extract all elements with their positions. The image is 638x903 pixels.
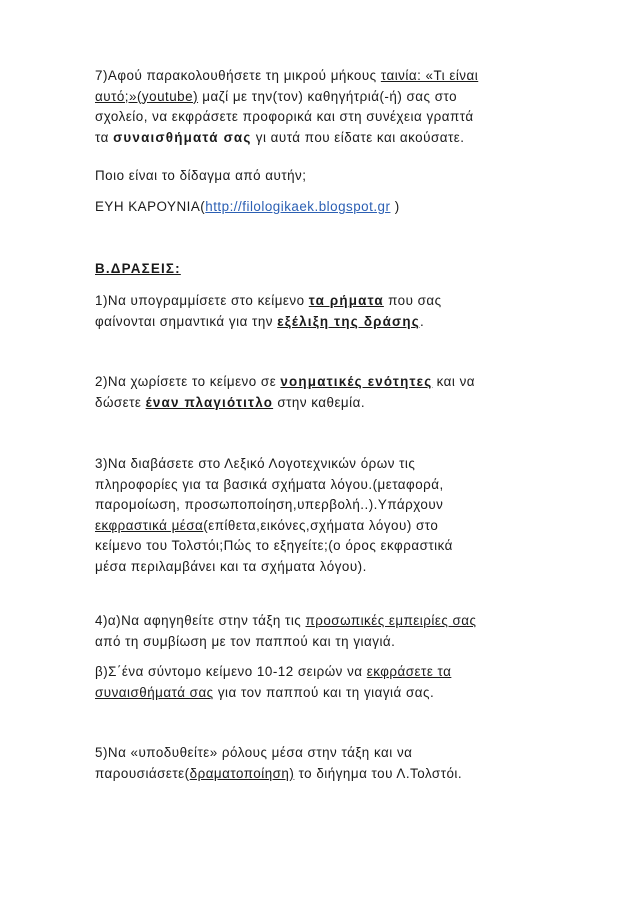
q7-text: γι αυτά που είδατε και ακούσατε. xyxy=(251,129,465,145)
q4-emphasis: συναισθήματά σας xyxy=(95,684,214,700)
q4-text: για τον παππού και τη γιαγιά σας. xyxy=(213,684,435,700)
moral-question: Ποιο είναι το δίδαγμα από αυτήν; xyxy=(95,168,307,183)
q7-film-title: ταινία: «Τι είναι xyxy=(380,68,479,83)
question-4 xyxy=(95,611,555,703)
q1-line-2 xyxy=(95,312,555,333)
q5-text: το διήγημα του Λ.Τολστόι. xyxy=(294,765,463,781)
q2-line-1 xyxy=(95,372,555,393)
q4b-line-1 xyxy=(95,662,555,683)
q4-text: β)Σ΄ένα σύντομο κείμενο 10-12 σειρών να xyxy=(95,664,367,679)
q7-text: τα xyxy=(95,129,114,145)
question-3 xyxy=(95,454,555,577)
question-2 xyxy=(95,372,555,413)
q1-line-1 xyxy=(95,291,555,312)
q3-line-1: 3)Να διαβάσετε στο Λεξικό Λογοτεχνικών όρων τις xyxy=(95,456,416,471)
author-close: ) xyxy=(390,199,400,214)
q3-line-3: παρομοίωση, προσωποποίηση,υπερβολή..).Υπάρχουν xyxy=(95,497,444,512)
q3-emphasis: εκφραστικά μέσα xyxy=(95,517,204,533)
q7-text: μαζί με την(τον) καθηγήτριά(-ή) σας στο xyxy=(198,88,458,104)
q7-line-2 xyxy=(95,87,555,108)
q3-line-2: πληροφορίες για τα βασικά σχήματα λόγου.(μεταφορά, xyxy=(95,476,444,492)
q7-line-3: σχολείο, να εκφράσετε προφορικά και στη συνέχεια γραπτά xyxy=(95,109,474,124)
q1-emphasis: εξέλιξη της δράσης xyxy=(277,313,420,329)
q7-line-1 xyxy=(95,66,555,87)
q1-text: . xyxy=(419,313,425,329)
section-heading: Β.ΔΡΑΣΕΙΣ: xyxy=(95,261,181,276)
q2-text: δώσετε xyxy=(95,394,146,410)
q2-emphasis: έναν πλαγιότιτλο xyxy=(145,394,274,410)
q1-text: φαίνονται σημαντικά για την xyxy=(95,313,278,329)
q2-emphasis: νοηματικές ενότητες xyxy=(280,374,433,389)
q1-emphasis: τα ρήματα xyxy=(308,293,384,308)
section-b-title xyxy=(95,259,555,280)
q2-text: και να xyxy=(432,374,476,389)
q4b-line-2 xyxy=(95,683,555,704)
q5-text: παρουσιάσετε( xyxy=(95,765,190,781)
blog-link[interactable]: http://filologikaek.blogspot.gr xyxy=(205,199,391,214)
q7-emphasis: συναισθήματά σας xyxy=(113,129,252,145)
question-1 xyxy=(95,291,555,332)
q3-line-4 xyxy=(95,516,555,537)
q2-line-2 xyxy=(95,393,555,414)
author-line xyxy=(95,197,555,218)
q4-emphasis: εκφράσετε τα xyxy=(366,664,452,679)
question-5 xyxy=(95,743,555,784)
q2-text: 2)Να χωρίσετε το κείμενο σε xyxy=(95,374,281,389)
q7-youtube-ref: αυτό;»(youtube) xyxy=(95,88,199,104)
q2-text: στην καθεμία. xyxy=(273,394,366,410)
q5-line-2 xyxy=(95,764,555,785)
q3-line-6: μέσα περιλαμβάνει και τα σχήματα λόγου). xyxy=(95,558,367,574)
q7-text: 7)Αφού παρακολουθήσετε τη μικρού μήκους xyxy=(95,68,381,83)
q5-emphasis: δραματοποίηση) xyxy=(189,765,295,781)
q3-text: (επίθετα,εικόνες,σχήματα λόγου) στο xyxy=(203,517,439,533)
q5-line-1: 5)Να «υποδυθείτε» ρόλους μέσα στην τάξη και να xyxy=(95,745,413,760)
q1-text: που σας xyxy=(383,293,442,308)
q7-line-4 xyxy=(95,128,555,149)
q4-text: 4)α)Να αφηγηθείτε στην τάξη τις xyxy=(95,613,306,628)
q3-line-5: κείμενο του Τολστόι;Πώς το εξηγείτε;(ο όρος εκφραστικά xyxy=(95,538,453,553)
q4-emphasis: προσωπικές εμπειρίες σας xyxy=(305,613,477,628)
q4a-line-2: από τη συμβίωση με τον παππού και τη γιαγιά. xyxy=(95,633,396,649)
q1-text: 1)Να υπογραμμίσετε στο κείμενο xyxy=(95,293,309,308)
author-name: ΕΥΗ ΚΑΡΟΥΝΙΑ( xyxy=(95,199,206,214)
q4a-line-1 xyxy=(95,611,555,632)
question-7 xyxy=(95,66,555,148)
